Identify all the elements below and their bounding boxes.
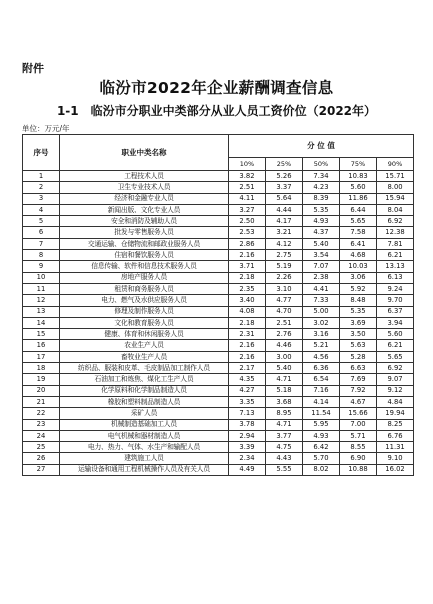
wage-value: 10.03	[340, 261, 377, 272]
wage-value: 2.26	[266, 272, 303, 283]
occupation-name: 住宿和餐饮服务人员	[60, 250, 229, 261]
occupation-name: 采矿人员	[60, 408, 229, 419]
wage-value: 2.16	[229, 351, 266, 362]
occupation-name: 橡胶和塑料制品制造人员	[60, 396, 229, 407]
occupation-name: 农业生产人员	[60, 340, 229, 351]
wage-value: 5.35	[303, 204, 340, 215]
row-number: 6	[23, 227, 60, 238]
wage-value: 9.24	[377, 283, 414, 294]
wage-value: 4.37	[303, 227, 340, 238]
occupation-name: 经济和金融专业人员	[60, 193, 229, 204]
table-row	[23, 238, 414, 249]
wage-value: 5.92	[340, 283, 377, 294]
wage-value: 8.02	[303, 464, 340, 475]
wage-value: 5.65	[340, 216, 377, 227]
wage-value: 6.92	[377, 363, 414, 374]
wage-value: 4.71	[266, 419, 303, 430]
wage-value: 7.13	[229, 408, 266, 419]
occupation-name: 纺织品、服装和皮革、毛皮制品加工制作人员	[60, 363, 229, 374]
wage-value: 4.46	[266, 340, 303, 351]
table-row	[23, 283, 414, 294]
wage-value: 7.33	[303, 295, 340, 306]
wage-value: 3.02	[303, 317, 340, 328]
table-row	[23, 340, 414, 351]
wage-value: 13.13	[377, 261, 414, 272]
wage-value: 3.37	[266, 182, 303, 193]
wage-value: 5.70	[303, 453, 340, 464]
wage-value: 3.78	[229, 419, 266, 430]
wage-value: 6.42	[303, 442, 340, 453]
wage-value: 6.44	[340, 204, 377, 215]
wage-value: 2.51	[266, 317, 303, 328]
table-row	[23, 204, 414, 215]
wage-value: 5.55	[266, 464, 303, 475]
wage-value: 5.95	[303, 419, 340, 430]
occupation-name: 安全和消防及辅助人员	[60, 216, 229, 227]
wage-value: 2.51	[229, 182, 266, 193]
wage-value: 7.07	[303, 261, 340, 272]
wage-value: 3.16	[303, 329, 340, 340]
row-number: 22	[23, 408, 60, 419]
wage-value: 16.02	[377, 464, 414, 475]
occupation-name: 化学原料和化学制品制造人员	[60, 385, 229, 396]
row-number: 15	[23, 329, 60, 340]
occupation-name: 卫生专业技术人员	[60, 182, 229, 193]
table-row	[23, 385, 414, 396]
wage-value: 4.67	[340, 396, 377, 407]
row-number: 9	[23, 261, 60, 272]
row-number: 1	[23, 171, 60, 182]
wage-value: 8.25	[377, 419, 414, 430]
page-title: 临汾市2022年企业薪酬调查信息	[99, 79, 334, 97]
row-number: 16	[23, 340, 60, 351]
wage-value: 9.70	[377, 295, 414, 306]
wage-value: 6.13	[377, 272, 414, 283]
wage-value: 4.41	[303, 283, 340, 294]
row-number: 2	[23, 182, 60, 193]
wage-value: 6.21	[377, 250, 414, 261]
row-number: 11	[23, 283, 60, 294]
wage-value: 3.54	[303, 250, 340, 261]
table-row	[23, 442, 414, 453]
occupation-name: 畜牧业生产人员	[60, 351, 229, 362]
wage-value: 4.08	[229, 306, 266, 317]
wage-value: 7.16	[303, 385, 340, 396]
wage-value: 2.38	[303, 272, 340, 283]
wage-value: 6.21	[377, 340, 414, 351]
table-row	[23, 430, 414, 441]
wage-value: 9.07	[377, 374, 414, 385]
occupation-name: 健康、体育和休闲服务人员	[60, 329, 229, 340]
wage-value: 11.54	[303, 408, 340, 419]
wage-value: 7.81	[377, 238, 414, 249]
wage-value: 4.27	[229, 385, 266, 396]
wage-value: 2.18	[229, 317, 266, 328]
occupation-name: 批发与零售服务人员	[60, 227, 229, 238]
wage-value: 2.35	[229, 283, 266, 294]
occupation-name: 电气机械和器材制造人员	[60, 430, 229, 441]
wage-value: 3.68	[266, 396, 303, 407]
table-row	[23, 363, 414, 374]
wage-value: 4.14	[303, 396, 340, 407]
wage-value: 5.18	[266, 385, 303, 396]
wage-value: 12.38	[377, 227, 414, 238]
wage-value: 7.34	[303, 171, 340, 182]
table-subtitle: 1-1 临汾市分职业中类部分从业人员工资价位（2022年）	[56, 104, 377, 118]
wage-value: 2.16	[229, 340, 266, 351]
header-percentile: 50%	[303, 158, 340, 171]
row-number: 7	[23, 238, 60, 249]
wage-value: 2.31	[229, 329, 266, 340]
row-number: 20	[23, 385, 60, 396]
wage-value: 4.43	[266, 453, 303, 464]
wage-value: 3.71	[229, 261, 266, 272]
row-number: 12	[23, 295, 60, 306]
wage-value: 4.17	[266, 216, 303, 227]
occupation-name: 建筑施工人员	[60, 453, 229, 464]
wage-value: 6.54	[303, 374, 340, 385]
wage-value: 4.93	[303, 216, 340, 227]
wage-value: 4.70	[266, 306, 303, 317]
wage-value: 3.27	[229, 204, 266, 215]
wage-value: 3.69	[340, 317, 377, 328]
table-row	[23, 250, 414, 261]
wage-value: 2.75	[266, 250, 303, 261]
wage-value: 2.86	[229, 238, 266, 249]
row-number: 3	[23, 193, 60, 204]
wage-value: 4.75	[266, 442, 303, 453]
row-number: 5	[23, 216, 60, 227]
wage-value: 3.40	[229, 295, 266, 306]
wage-value: 7.69	[340, 374, 377, 385]
table-row	[23, 227, 414, 238]
wage-table	[22, 134, 414, 476]
wage-value: 5.60	[377, 329, 414, 340]
wage-value: 6.36	[303, 363, 340, 374]
wage-value: 6.92	[377, 216, 414, 227]
wage-value: 5.64	[266, 193, 303, 204]
wage-value: 4.68	[340, 250, 377, 261]
wage-value: 5.21	[303, 340, 340, 351]
row-number: 14	[23, 317, 60, 328]
wage-value: 4.77	[266, 295, 303, 306]
wage-value: 4.49	[229, 464, 266, 475]
wage-value: 5.00	[303, 306, 340, 317]
wage-value: 8.48	[340, 295, 377, 306]
wage-value: 3.00	[266, 351, 303, 362]
row-number: 21	[23, 396, 60, 407]
wage-value: 8.39	[303, 193, 340, 204]
occupation-name: 工程技术人员	[60, 171, 229, 182]
wage-value: 8.04	[377, 204, 414, 215]
table-row	[23, 295, 414, 306]
wage-value: 4.11	[229, 193, 266, 204]
wage-value: 3.77	[266, 430, 303, 441]
wage-value: 6.63	[340, 363, 377, 374]
wage-value: 5.28	[340, 351, 377, 362]
wage-value: 6.76	[377, 430, 414, 441]
wage-value: 19.94	[377, 408, 414, 419]
row-number: 10	[23, 272, 60, 283]
wage-value: 15.66	[340, 408, 377, 419]
occupation-name: 交通运输、仓储物流和邮政业服务人员	[60, 238, 229, 249]
wage-value: 5.19	[266, 261, 303, 272]
wage-value: 4.12	[266, 238, 303, 249]
row-number: 25	[23, 442, 60, 453]
wage-value: 9.12	[377, 385, 414, 396]
table-row	[23, 317, 414, 328]
wage-value: 5.40	[303, 238, 340, 249]
wage-value: 2.50	[229, 216, 266, 227]
occupation-name: 租赁和商务服务人员	[60, 283, 229, 294]
wage-value: 6.37	[377, 306, 414, 317]
row-number: 17	[23, 351, 60, 362]
wage-value: 3.06	[340, 272, 377, 283]
wage-value: 2.16	[229, 250, 266, 261]
wage-value: 4.84	[377, 396, 414, 407]
wage-value: 4.56	[303, 351, 340, 362]
wage-value: 3.35	[229, 396, 266, 407]
wage-value: 5.65	[377, 351, 414, 362]
header-no: 序号	[23, 135, 60, 171]
occupation-name: 修理及制作服务人员	[60, 306, 229, 317]
header-percentile: 25%	[266, 158, 303, 171]
wage-value: 3.39	[229, 442, 266, 453]
row-number: 27	[23, 464, 60, 475]
wage-value: 5.60	[340, 182, 377, 193]
wage-value: 15.94	[377, 193, 414, 204]
wage-value: 5.63	[340, 340, 377, 351]
table-row	[23, 329, 414, 340]
wage-value: 8.55	[340, 442, 377, 453]
table-row	[23, 419, 414, 430]
wage-value: 2.53	[229, 227, 266, 238]
wage-value: 3.50	[340, 329, 377, 340]
wage-value: 7.00	[340, 419, 377, 430]
occupation-name: 新闻出版、文化专业人员	[60, 204, 229, 215]
wage-value: 2.18	[229, 272, 266, 283]
table-row	[23, 306, 414, 317]
row-number: 26	[23, 453, 60, 464]
attachment-label: 附件	[22, 62, 44, 75]
wage-value: 2.94	[229, 430, 266, 441]
occupation-name: 运输设备和通用工程机械操作人员及有关人员	[60, 464, 229, 475]
wage-value: 7.58	[340, 227, 377, 238]
table-row	[23, 261, 414, 272]
table-row	[23, 408, 414, 419]
row-number: 18	[23, 363, 60, 374]
table-row	[23, 171, 414, 182]
wage-value: 11.86	[340, 193, 377, 204]
header-percentile: 75%	[340, 158, 377, 171]
wage-value: 7.92	[340, 385, 377, 396]
wage-value: 9.10	[377, 453, 414, 464]
occupation-name: 信息传输、软件和信息技术服务人员	[60, 261, 229, 272]
row-number: 19	[23, 374, 60, 385]
wage-value: 4.71	[266, 374, 303, 385]
wage-value: 8.95	[266, 408, 303, 419]
table-row	[23, 272, 414, 283]
table-row	[23, 453, 414, 464]
header-percentile-group: 分 位 值	[229, 135, 414, 158]
wage-value: 15.71	[377, 171, 414, 182]
wage-value: 8.00	[377, 182, 414, 193]
wage-value: 6.90	[340, 453, 377, 464]
wage-value: 11.31	[377, 442, 414, 453]
header-percentile: 90%	[377, 158, 414, 171]
wage-value: 10.83	[340, 171, 377, 182]
wage-value: 5.26	[266, 171, 303, 182]
occupation-name: 石油加工和炼焦、煤化工生产人员	[60, 374, 229, 385]
wage-value: 10.88	[340, 464, 377, 475]
occupation-name: 机械制造基础加工人员	[60, 419, 229, 430]
table-row	[23, 193, 414, 204]
wage-value: 2.17	[229, 363, 266, 374]
occupation-name: 房地产服务人员	[60, 272, 229, 283]
wage-value: 3.21	[266, 227, 303, 238]
table-row	[23, 396, 414, 407]
wage-value: 5.35	[340, 306, 377, 317]
row-number: 8	[23, 250, 60, 261]
row-number: 24	[23, 430, 60, 441]
row-number: 4	[23, 204, 60, 215]
wage-value: 2.34	[229, 453, 266, 464]
wage-value: 3.94	[377, 317, 414, 328]
wage-value: 3.82	[229, 171, 266, 182]
wage-value: 3.10	[266, 283, 303, 294]
table-row	[23, 182, 414, 193]
wage-value: 4.35	[229, 374, 266, 385]
wage-value: 5.40	[266, 363, 303, 374]
table-row	[23, 464, 414, 475]
table-row	[23, 351, 414, 362]
unit-label: 单位：万元/年	[22, 124, 70, 133]
occupation-name: 电力、燃气及水供应服务人员	[60, 295, 229, 306]
wage-value: 4.23	[303, 182, 340, 193]
occupation-name: 电力、热力、气体、水生产和输配人员	[60, 442, 229, 453]
wage-value: 5.71	[340, 430, 377, 441]
wage-value: 2.76	[266, 329, 303, 340]
row-number: 13	[23, 306, 60, 317]
table-row	[23, 374, 414, 385]
table-row	[23, 216, 414, 227]
header-occupation: 职业中类名称	[60, 135, 229, 171]
wage-value: 4.44	[266, 204, 303, 215]
row-number: 23	[23, 419, 60, 430]
wage-value: 4.93	[303, 430, 340, 441]
wage-value: 6.41	[340, 238, 377, 249]
occupation-name: 文化和教育服务人员	[60, 317, 229, 328]
header-percentile: 10%	[229, 158, 266, 171]
